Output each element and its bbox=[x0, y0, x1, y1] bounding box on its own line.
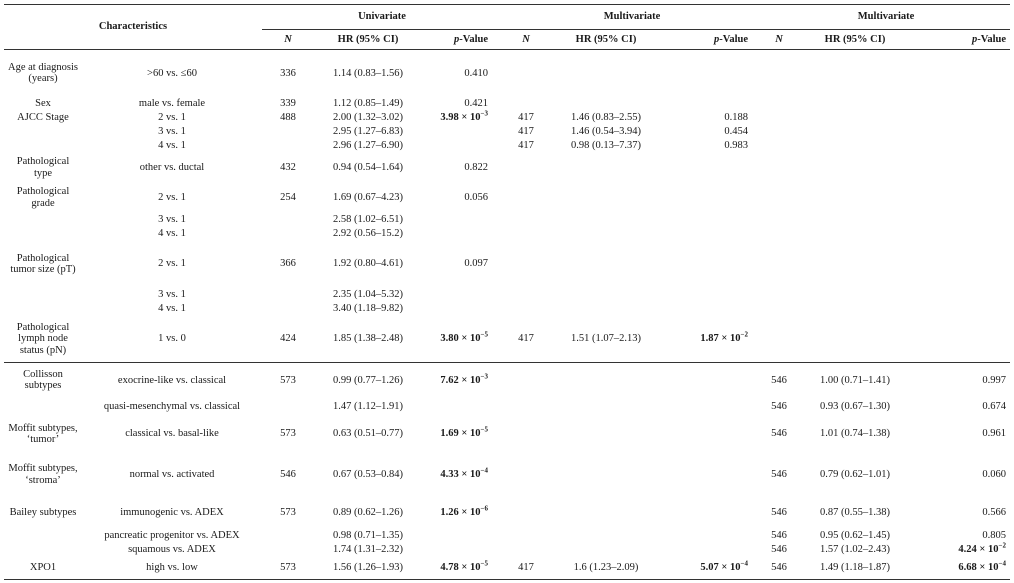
univariate-n-cell bbox=[262, 213, 314, 227]
multivariate2-n-cell: 546 bbox=[771, 374, 787, 386]
multivariate2-hr-cell bbox=[796, 183, 914, 213]
univariate-p-cell bbox=[422, 452, 502, 498]
multivariate2-n-cell: 546 bbox=[771, 529, 787, 541]
univariate-hr-cell: 1.69 (0.67–4.23) bbox=[333, 191, 403, 203]
multivariate2-p-cell bbox=[914, 111, 1010, 125]
p-value-base: 1.26 × 10 bbox=[440, 507, 481, 519]
univariate-header: Univariate bbox=[358, 11, 406, 23]
p-value-base: 4.78 × 10 bbox=[440, 562, 481, 573]
multivariate1-n-cell: 417 bbox=[518, 111, 534, 123]
multivariate1-n-cell bbox=[502, 417, 550, 452]
p-value-header: p-Value bbox=[662, 30, 762, 50]
multivariate1-p-cell bbox=[662, 498, 762, 529]
table-row bbox=[4, 125, 1010, 139]
p-value-exponent: −3 bbox=[480, 109, 488, 118]
table-row bbox=[4, 498, 1010, 529]
table-row bbox=[4, 111, 1010, 125]
multivariate1-p-cell bbox=[662, 183, 762, 213]
characteristic-cell: Pathological grade bbox=[16, 186, 70, 209]
multivariate2-hr-cell: 1.01 (0.74–1.38) bbox=[820, 428, 890, 440]
p-value-exponent: −4 bbox=[480, 466, 488, 475]
multivariate1-n-cell: 417 bbox=[518, 139, 534, 151]
multivariate1-p-cell: 0.983 bbox=[724, 139, 748, 151]
multivariate1-hr-cell bbox=[550, 543, 662, 557]
characteristic-cell bbox=[4, 139, 82, 153]
univariate-n-cell bbox=[262, 543, 314, 557]
multivariate1-n-cell bbox=[502, 543, 550, 557]
table-row bbox=[4, 398, 1010, 417]
multivariate1-hr-cell: 1.6 (1.23–2.09) bbox=[550, 557, 662, 580]
univariate-hr-cell: 0.63 (0.51–0.77) bbox=[333, 428, 403, 440]
p-value-exponent: −5 bbox=[480, 559, 488, 568]
table-row bbox=[4, 302, 1010, 316]
univariate-hr-cell: 1.56 (1.26–1.93) bbox=[314, 557, 422, 580]
univariate-p-cell bbox=[422, 498, 502, 529]
multivariate1-hr-cell bbox=[550, 97, 662, 111]
multivariate2-n-cell bbox=[762, 50, 796, 97]
characteristic-cell: AJCC Stage bbox=[17, 111, 69, 123]
multivariate2-hr-cell bbox=[796, 153, 914, 183]
comparison-cell: 3 vs. 1 bbox=[158, 213, 186, 225]
multivariate1-hr-cell bbox=[550, 398, 662, 417]
univariate-hr-cell: 2.95 (1.27–6.83) bbox=[333, 125, 403, 137]
multivariate1-p-cell bbox=[662, 97, 762, 111]
characteristic-cell bbox=[4, 529, 82, 543]
comparison-cell: 2 vs. 1 bbox=[158, 111, 186, 123]
multivariate2-hr-cell bbox=[796, 302, 914, 316]
multivariate1-hr-cell bbox=[550, 227, 662, 241]
table-row bbox=[4, 213, 1010, 227]
univariate-hr-cell: 1.85 (1.38–2.48) bbox=[314, 316, 422, 363]
multivariate2-p-cell: 0.961 bbox=[982, 428, 1006, 440]
multivariate1-hr-cell bbox=[550, 153, 662, 183]
multivariate2-hr-cell: 0.95 (0.62–1.45) bbox=[820, 529, 890, 541]
univariate-hr-cell: 2.35 (1.04–5.32) bbox=[333, 288, 403, 300]
comparison-cell: squamous vs. ADEX bbox=[128, 543, 216, 555]
univariate-p-cell bbox=[422, 417, 502, 452]
multivariate2-n-cell bbox=[762, 241, 796, 288]
comparison-cell: 4 vs. 1 bbox=[158, 227, 186, 239]
multivariate2-p-cell bbox=[914, 50, 1010, 97]
multivariate1-hr-cell bbox=[550, 363, 662, 398]
univariate-hr-cell: 3.40 (1.18–9.82) bbox=[333, 302, 403, 314]
univariate-p-cell: 0.822 bbox=[464, 161, 488, 173]
multivariate1-p-cell bbox=[662, 363, 762, 398]
multivariate2-n-cell bbox=[762, 302, 796, 316]
comparison-cell: male vs. female bbox=[138, 97, 206, 109]
multivariate2-hr-cell bbox=[796, 50, 914, 97]
multivariate2-hr-cell: 1.00 (0.71–1.41) bbox=[820, 374, 890, 386]
multivariate2-n-cell bbox=[762, 97, 796, 111]
univariate-hr-cell: 0.67 (0.53–0.84) bbox=[333, 468, 403, 480]
comparison-cell: immunogenic vs. ADEX bbox=[120, 507, 224, 519]
characteristic-cell: Pathological type bbox=[16, 156, 70, 179]
p-value-base: 4.24 × 10 bbox=[958, 543, 999, 555]
characteristic-cell bbox=[4, 302, 82, 316]
multivariate2-p-cell bbox=[914, 183, 1010, 213]
multivariate2-p-cell bbox=[914, 543, 1010, 557]
univariate-p-cell bbox=[422, 557, 502, 580]
multivariate2-n-cell: 546 bbox=[771, 543, 787, 555]
characteristic-cell bbox=[4, 398, 82, 417]
univariate-hr-cell: 1.12 (0.85–1.49) bbox=[333, 97, 403, 109]
univariate-hr-cell: 2.00 (1.32–3.02) bbox=[333, 111, 403, 123]
p-value-base: 1.87 × 10 bbox=[700, 333, 741, 344]
univariate-hr-cell: 0.98 (0.71–1.35) bbox=[333, 529, 403, 541]
univariate-hr-cell: 1.14 (0.83–1.56) bbox=[333, 67, 403, 79]
univariate-p-cell bbox=[422, 543, 502, 557]
comparison-cell: exocrine-like vs. classical bbox=[117, 374, 227, 386]
multivariate1-p-cell bbox=[662, 288, 762, 302]
multivariate1-n-cell: 417 bbox=[518, 125, 534, 137]
multivariate2-n-cell: 546 bbox=[762, 557, 796, 580]
multivariate1-p-cell bbox=[662, 50, 762, 97]
multivariate2-p-cell bbox=[914, 288, 1010, 302]
p-value-exponent: −2 bbox=[998, 541, 1006, 550]
multivariate1-hr-cell bbox=[550, 288, 662, 302]
multivariate2-n-cell: 546 bbox=[771, 428, 787, 440]
multivariate1-p-cell bbox=[662, 241, 762, 288]
univariate-n-cell: 424 bbox=[262, 316, 314, 363]
univariate-n-cell: 366 bbox=[280, 258, 296, 270]
p-value-base: 1.69 × 10 bbox=[440, 428, 481, 440]
multivariate2-hr-cell bbox=[796, 139, 914, 153]
univariate-n-cell bbox=[262, 227, 314, 241]
univariate-hr-cell: 0.89 (0.62–1.26) bbox=[333, 507, 403, 519]
multivariate2-hr-cell bbox=[796, 241, 914, 288]
univariate-hr-cell: 0.99 (0.77–1.26) bbox=[333, 374, 403, 386]
multivariate2-p-cell: 0.997 bbox=[982, 374, 1006, 386]
comparison-cell: >60 vs. ≤60 bbox=[147, 67, 197, 79]
univariate-p-cell bbox=[422, 398, 502, 417]
multivariate1-hr-cell: 1.51 (1.07–2.13) bbox=[550, 316, 662, 363]
univariate-n-cell bbox=[262, 398, 314, 417]
multivariate2-n-cell bbox=[762, 288, 796, 302]
p-value-header: p-Value bbox=[914, 30, 1010, 50]
comparison-cell: 2 vs. 1 bbox=[158, 258, 186, 270]
characteristic-cell: Sex bbox=[35, 97, 51, 109]
multivariate2-p-cell bbox=[914, 153, 1010, 183]
multivariate1-n-cell: 417 bbox=[502, 316, 550, 363]
multivariate1-p-cell bbox=[662, 417, 762, 452]
multivariate-header-2: Multivariate bbox=[857, 11, 915, 23]
multivariate1-p-cell bbox=[662, 557, 762, 580]
univariate-p-cell bbox=[422, 213, 502, 227]
univariate-p-cell bbox=[422, 111, 502, 125]
p-value-exponent: −5 bbox=[480, 425, 488, 434]
multivariate1-hr-cell bbox=[550, 241, 662, 288]
univariate-n-cell: 339 bbox=[280, 97, 296, 109]
univariate-n-cell: 488 bbox=[280, 111, 296, 123]
multivariate1-n-cell bbox=[502, 97, 550, 111]
multivariate2-hr-cell bbox=[796, 111, 914, 125]
univariate-n-cell: 546 bbox=[280, 468, 296, 480]
multivariate2-hr-cell bbox=[796, 125, 914, 139]
multivariate1-p-cell bbox=[662, 398, 762, 417]
multivariate1-n-cell bbox=[502, 529, 550, 543]
n-header: N bbox=[502, 30, 550, 50]
p-value-exponent: −2 bbox=[740, 330, 748, 339]
multivariate2-n-cell bbox=[762, 125, 796, 139]
comparison-cell: 2 vs. 1 bbox=[158, 191, 186, 203]
univariate-hr-cell: 0.94 (0.54–1.64) bbox=[333, 161, 403, 173]
multivariate2-n-cell bbox=[762, 111, 796, 125]
multivariate2-p-cell: 0.805 bbox=[982, 529, 1006, 541]
comparison-cell: 3 vs. 1 bbox=[158, 288, 186, 300]
multivariate2-hr-cell: 1.57 (1.02–2.43) bbox=[820, 543, 890, 555]
multivariate1-hr-cell bbox=[550, 417, 662, 452]
univariate-hr-cell: 2.96 (1.27–6.90) bbox=[333, 139, 403, 151]
characteristic-cell: Pathological tumor size (pT) bbox=[10, 252, 76, 275]
univariate-n-cell: 432 bbox=[280, 161, 296, 173]
multivariate2-n-cell bbox=[762, 227, 796, 241]
multivariate1-p-cell bbox=[662, 302, 762, 316]
table-row bbox=[4, 417, 1010, 452]
characteristic-cell: Age at diagnosis (years) bbox=[8, 61, 78, 85]
multivariate2-p-cell bbox=[914, 213, 1010, 227]
multivariate1-hr-cell bbox=[550, 302, 662, 316]
hr-header: HR (95% CI) bbox=[314, 30, 422, 50]
comparison-cell: 1 vs. 0 bbox=[82, 316, 262, 363]
multivariate1-hr-cell bbox=[550, 213, 662, 227]
p-value-exponent: −3 bbox=[480, 372, 488, 380]
multivariate2-p-cell bbox=[914, 97, 1010, 111]
multivariate2-p-cell: 0.674 bbox=[982, 401, 1006, 413]
characteristic-cell: Pathological lymph node status (pN) bbox=[4, 316, 82, 363]
univariate-n-cell bbox=[262, 125, 314, 139]
p-value-header: p-Value bbox=[422, 30, 502, 50]
univariate-n-cell: 573 bbox=[280, 374, 296, 386]
univariate-p-cell bbox=[422, 316, 502, 363]
characteristic-cell bbox=[4, 125, 82, 139]
multivariate2-hr-cell bbox=[796, 97, 914, 111]
p-value-base: 3.98 × 10 bbox=[440, 111, 481, 123]
multivariate2-p-cell bbox=[914, 557, 1010, 580]
table-row bbox=[4, 183, 1010, 213]
multivariate2-p-cell: 0.566 bbox=[982, 507, 1006, 519]
univariate-n-cell: 573 bbox=[280, 428, 296, 440]
multivariate1-p-cell bbox=[662, 227, 762, 241]
univariate-p-cell bbox=[422, 139, 502, 153]
multivariate1-n-cell bbox=[502, 153, 550, 183]
multivariate-header-1: Multivariate bbox=[603, 11, 661, 23]
n-header: N bbox=[762, 30, 796, 50]
multivariate2-hr-cell bbox=[796, 316, 914, 363]
multivariate2-hr-cell bbox=[796, 227, 914, 241]
multivariate2-p-cell bbox=[914, 302, 1010, 316]
n-header: N bbox=[262, 30, 314, 50]
header-row-top bbox=[4, 5, 1010, 30]
multivariate1-p-cell bbox=[662, 543, 762, 557]
comparison-cell: 3 vs. 1 bbox=[158, 125, 186, 137]
multivariate1-hr-cell: 1.46 (0.54–3.94) bbox=[571, 125, 641, 137]
univariate-p-cell bbox=[422, 363, 502, 398]
multivariate2-p-cell: 0.060 bbox=[982, 468, 1006, 480]
table-row bbox=[4, 50, 1010, 97]
comparison-cell: 4 vs. 1 bbox=[158, 302, 186, 314]
multivariate2-p-cell bbox=[914, 241, 1010, 288]
multivariate1-p-cell: 0.188 bbox=[724, 111, 748, 123]
characteristic-cell: XPO1 bbox=[4, 557, 82, 580]
multivariate1-hr-cell bbox=[550, 50, 662, 97]
multivariate2-n-cell: 546 bbox=[771, 507, 787, 519]
univariate-hr-cell: 2.58 (1.02–6.51) bbox=[333, 213, 403, 225]
multivariate1-p-cell: 0.454 bbox=[724, 125, 748, 137]
comparison-cell: quasi-mesenchymal vs. classical bbox=[103, 401, 241, 413]
multivariate1-n-cell bbox=[502, 50, 550, 97]
p-value-base: 3.80 × 10 bbox=[440, 333, 481, 344]
multivariate2-n-cell bbox=[762, 316, 796, 363]
comparison-cell: classical vs. basal-like bbox=[125, 428, 219, 440]
multivariate1-hr-cell bbox=[550, 498, 662, 529]
univariate-p-cell bbox=[422, 529, 502, 543]
univariate-n-cell bbox=[262, 139, 314, 153]
comparison-cell: normal vs. activated bbox=[129, 468, 215, 480]
univariate-n-cell: 573 bbox=[262, 557, 314, 580]
univariate-p-cell: 0.097 bbox=[464, 258, 488, 270]
univariate-hr-cell: 1.47 (1.12–1.91) bbox=[333, 401, 403, 413]
characteristic-cell bbox=[4, 288, 82, 302]
p-value-base: 4.33 × 10 bbox=[440, 468, 481, 480]
multivariate1-n-cell bbox=[502, 363, 550, 398]
table-row bbox=[4, 529, 1010, 543]
multivariate1-p-cell bbox=[662, 316, 762, 363]
multivariate1-n-cell bbox=[502, 452, 550, 498]
multivariate1-hr-cell bbox=[550, 529, 662, 543]
table-row bbox=[4, 288, 1010, 302]
multivariate2-n-cell bbox=[762, 139, 796, 153]
characteristic-cell bbox=[4, 227, 82, 241]
p-value-exponent: −5 bbox=[480, 330, 488, 339]
characteristic-cell bbox=[4, 213, 82, 227]
comparison-cell: high vs. low bbox=[82, 557, 262, 580]
multivariate1-n-cell bbox=[502, 241, 550, 288]
multivariate1-n-cell bbox=[502, 302, 550, 316]
multivariate2-hr-cell bbox=[796, 213, 914, 227]
table-row bbox=[4, 557, 1010, 580]
table-row bbox=[4, 241, 1010, 288]
comparison-cell: 4 vs. 1 bbox=[158, 139, 186, 151]
multivariate1-hr-cell bbox=[550, 183, 662, 213]
multivariate1-p-cell bbox=[662, 452, 762, 498]
comparison-cell: pancreatic progenitor vs. ADEX bbox=[104, 529, 240, 541]
multivariate2-n-cell: 546 bbox=[771, 468, 787, 480]
multivariate2-n-cell bbox=[762, 183, 796, 213]
multivariate1-n-cell bbox=[502, 227, 550, 241]
multivariate2-p-cell bbox=[914, 227, 1010, 241]
univariate-hr-cell: 1.92 (0.80–4.61) bbox=[333, 258, 403, 270]
characteristic-cell: Moffit subtypes, ‘tumor’ bbox=[8, 422, 78, 445]
hr-header: HR (95% CI) bbox=[796, 30, 914, 50]
characteristic-cell: Collisson subtypes bbox=[23, 368, 63, 392]
univariate-p-cell bbox=[422, 227, 502, 241]
multivariate1-n-cell bbox=[502, 213, 550, 227]
multivariate1-n-cell bbox=[502, 398, 550, 417]
table-row bbox=[4, 316, 1010, 363]
multivariate2-n-cell: 546 bbox=[771, 401, 787, 413]
multivariate2-p-cell bbox=[914, 125, 1010, 139]
characteristics-header: Characteristics bbox=[98, 21, 168, 33]
p-value-base: 5.07 × 10 bbox=[700, 562, 741, 573]
characteristic-cell bbox=[4, 543, 82, 557]
p-value-base: 6.68 × 10 bbox=[958, 562, 999, 573]
characteristic-cell: Bailey subtypes bbox=[9, 507, 77, 519]
table-row bbox=[4, 363, 1010, 398]
multivariate1-p-cell bbox=[662, 153, 762, 183]
p-value-base: 7.62 × 10 bbox=[440, 374, 481, 386]
multivariate1-p-cell bbox=[662, 213, 762, 227]
multivariate2-hr-cell: 1.49 (1.18–1.87) bbox=[796, 557, 914, 580]
univariate-n-cell: 336 bbox=[280, 67, 296, 79]
p-value-exponent: −4 bbox=[998, 559, 1006, 568]
multivariate1-n-cell bbox=[502, 288, 550, 302]
univariate-p-cell bbox=[422, 302, 502, 316]
results-table bbox=[4, 4, 1010, 580]
multivariate1-n-cell bbox=[502, 498, 550, 529]
univariate-n-cell: 254 bbox=[280, 191, 296, 203]
multivariate1-hr-cell: 1.46 (0.83–2.55) bbox=[571, 111, 641, 123]
multivariate2-p-cell bbox=[914, 139, 1010, 153]
table-row bbox=[4, 543, 1010, 557]
univariate-n-cell bbox=[262, 529, 314, 543]
characteristic-cell: Moffit subtypes, ‘stroma’ bbox=[8, 463, 78, 486]
univariate-p-cell: 0.056 bbox=[464, 191, 488, 203]
univariate-hr-cell: 2.92 (0.56–15.2) bbox=[333, 227, 403, 239]
multivariate2-hr-cell: 0.93 (0.67–1.30) bbox=[820, 401, 890, 413]
hr-header: HR (95% CI) bbox=[550, 30, 662, 50]
multivariate2-n-cell bbox=[762, 213, 796, 227]
table-row bbox=[4, 452, 1010, 498]
univariate-n-cell bbox=[262, 288, 314, 302]
comparison-cell: other vs. ductal bbox=[139, 161, 205, 173]
multivariate1-hr-cell: 0.98 (0.13–7.37) bbox=[571, 139, 641, 151]
multivariate2-n-cell bbox=[762, 153, 796, 183]
univariate-p-cell bbox=[422, 125, 502, 139]
univariate-p-cell: 0.410 bbox=[464, 67, 488, 79]
multivariate2-hr-cell: 0.79 (0.62–1.01) bbox=[820, 468, 890, 480]
multivariate1-n-cell: 417 bbox=[502, 557, 550, 580]
multivariate2-hr-cell: 0.87 (0.55–1.38) bbox=[820, 507, 890, 519]
multivariate2-p-cell bbox=[914, 316, 1010, 363]
p-value-exponent: −6 bbox=[480, 504, 488, 513]
univariate-hr-cell: 1.74 (1.31–2.32) bbox=[333, 543, 403, 555]
univariate-p-cell: 0.421 bbox=[464, 97, 488, 109]
p-value-exponent: −4 bbox=[740, 559, 748, 568]
table-row bbox=[4, 227, 1010, 241]
table-row bbox=[4, 139, 1010, 153]
table-row bbox=[4, 153, 1010, 183]
univariate-n-cell bbox=[262, 302, 314, 316]
univariate-p-cell bbox=[422, 288, 502, 302]
multivariate1-p-cell bbox=[662, 529, 762, 543]
multivariate1-hr-cell bbox=[550, 452, 662, 498]
multivariate2-hr-cell bbox=[796, 288, 914, 302]
univariate-n-cell: 573 bbox=[280, 507, 296, 519]
multivariate1-n-cell bbox=[502, 183, 550, 213]
table-row bbox=[4, 97, 1010, 111]
